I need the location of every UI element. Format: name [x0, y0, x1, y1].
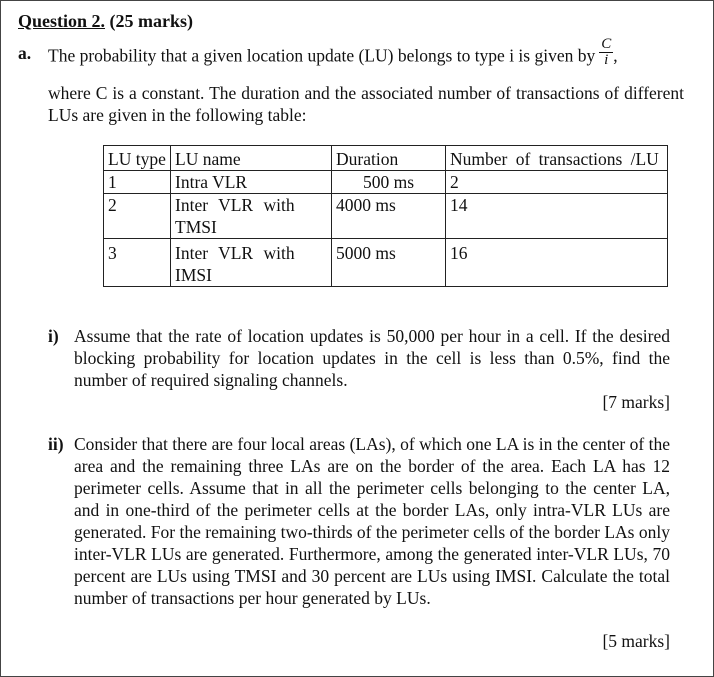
part-a-first-line [48, 36, 618, 73]
sub-ii-label: ii) [48, 434, 64, 454]
fraction-trailing-comma: , [613, 45, 618, 66]
question-marks: (25 marks) [109, 11, 194, 31]
part-a-line1-text: The probability that a given location update (LU) belongs to type i is given by [48, 45, 596, 66]
table-cell: 5000 ms [332, 239, 446, 287]
header-lu-type: LU type [104, 146, 171, 171]
table-cell: Intra VLR [171, 171, 332, 194]
table-cell: Inter VLR with IMSI [171, 239, 332, 287]
table-cell: 2 [446, 171, 668, 194]
fraction-numerator: C [601, 36, 612, 52]
table-row [104, 171, 668, 194]
sub-i-text: Assume that the rate of location updates is 50,000 per hour in a cell. If the desired blocking probability for location updates in the cell is less than 0.5%, find the number of required signaling channels. [74, 326, 670, 390]
table-cell: 3 [104, 239, 171, 287]
sub-i-marks: [7 marks] [602, 392, 670, 412]
header-transactions: Number of transactions /LU [446, 146, 668, 171]
table-row [104, 239, 668, 287]
probability-fraction [599, 37, 613, 68]
part-a-description: where C is a constant. The duration and the associated number of transactions of different LUs are given in the following table: [48, 83, 684, 125]
header-duration: Duration [332, 146, 446, 171]
question-number: Question 2. [18, 11, 106, 31]
table-cell: 16 [446, 239, 668, 287]
table-row [104, 194, 668, 239]
sub-ii-text: Consider that there are four local areas (LAs), of which one LA is in the center of the area and the remaining three LAs are on the border of the area. Each LA has 12 perimeter cells. Assume that in all the perimeter cells belonging to the center LA, and in one-third of the perimeter cells at the border LAs, only intra-VLR LUs are generated. For the remaining two-thirds of the perimeter cells of the border LAs only inter-VLR LUs are generated. Furthermore, among the generated inter-VLR LUs, 70 percent are LUs using TMSI and 30 percent are LUs using IMSI. Calculate the total number of transactions per hour generated by LUs. [74, 434, 670, 608]
fraction-denominator: i [604, 52, 609, 68]
table-header-row [104, 146, 668, 171]
table-cell: 4000 ms [332, 194, 446, 239]
table-cell: 14 [446, 194, 668, 239]
table-cell: 2 [104, 194, 171, 239]
lu-table [103, 145, 668, 287]
table-cell: Inter VLR with TMSI [171, 194, 332, 239]
table-cell: 500 ms [332, 171, 446, 194]
sub-ii-marks: [5 marks] [602, 631, 670, 651]
question-heading [18, 10, 193, 32]
table-cell: 1 [104, 171, 171, 194]
sub-i-label: i) [48, 326, 59, 346]
part-a-label: a. [18, 43, 32, 63]
header-lu-name: LU name [171, 146, 332, 171]
